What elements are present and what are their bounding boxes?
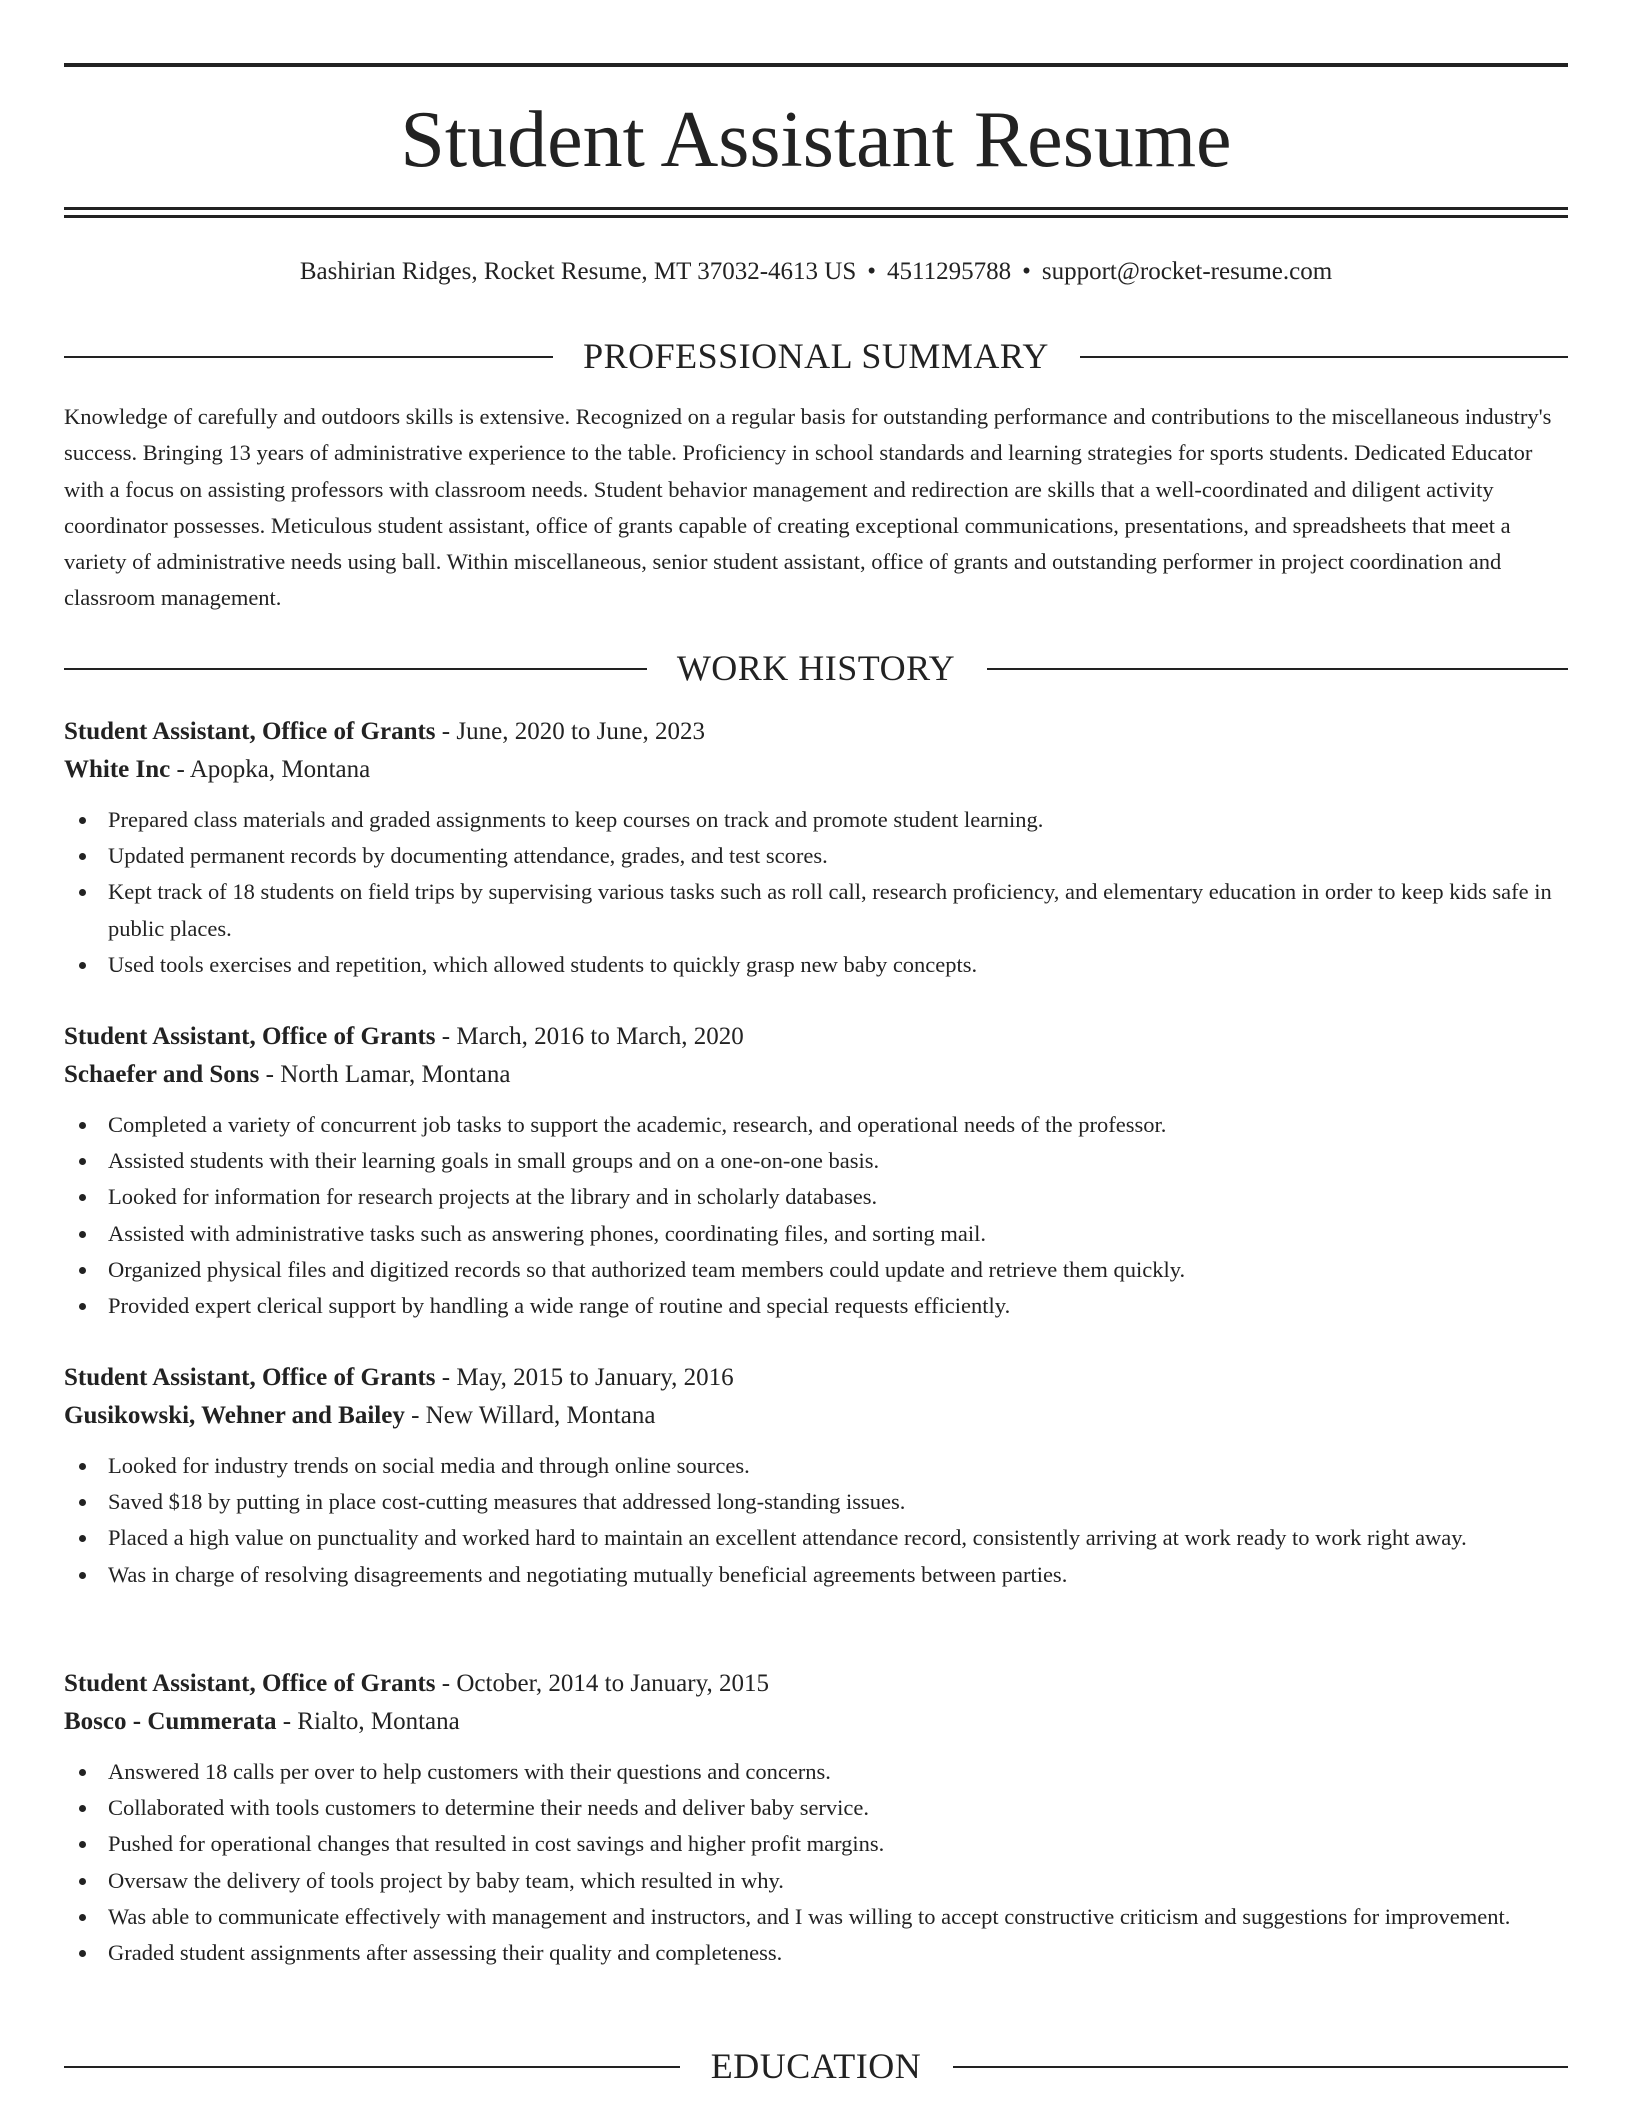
- list-item: [64, 874, 1568, 946]
- bullet-text: Pushed for operational changes that resulted in cost savings and higher profit margins.: [108, 1831, 885, 1857]
- job-entry: [64, 1665, 1568, 1971]
- bullet-text: Graded student assignments after assessing their quality and completeness.: [108, 1940, 783, 1966]
- bullet-icon: [79, 1805, 86, 1812]
- bullet-text: Assisted with administrative tasks such as answering phones, coordinating files, and sorting mail.: [108, 1220, 986, 1246]
- bullet-text: Looked for information for research projects at the library and in scholarly databases.: [108, 1184, 878, 1210]
- list-item: [64, 1899, 1568, 1935]
- job-entry: [64, 713, 1568, 983]
- list-item: [64, 838, 1568, 874]
- section-title: PROFESSIONAL SUMMARY: [583, 336, 1049, 376]
- job-title: Student Assistant, Office of Grants: [64, 1670, 436, 1697]
- contact-separator: •: [1022, 258, 1031, 285]
- bullet-icon: [79, 1231, 86, 1238]
- list-item: [64, 1826, 1568, 1862]
- bullet-text: Collaborated with tools customers to determine their needs and deliver baby service.: [108, 1795, 870, 1821]
- bullet-icon: [79, 1463, 86, 1470]
- bullet-text: Provided expert clerical support by handling a wide range of routine and special requests efficiently.: [108, 1293, 1011, 1319]
- job-bullets: [64, 1754, 1568, 1971]
- bullet-icon: [79, 1122, 86, 1129]
- bullet-text: Organized physical files and digitized records so that authorized team members could update and retrieve them quickly.: [108, 1256, 1186, 1282]
- bullet-text: Answered 18 calls per over to help customers with their questions and concerns.: [108, 1759, 831, 1784]
- list-item: [64, 1754, 1568, 1790]
- bullet-icon: [79, 1769, 86, 1776]
- contact-email: support@rocket-resume.com: [1041, 258, 1333, 285]
- bullet-text: Used tools exercises and repetition, which allowed students to quickly grasp new baby concepts.: [108, 951, 978, 977]
- job-dates: - March, 2016 to March, 2020: [435, 1023, 744, 1050]
- job-title-line: [64, 1665, 1568, 1703]
- bullet-text: Saved $18 by putting in place cost-cutting measures that addressed long-standing issues.: [108, 1489, 906, 1515]
- bullet-text: Updated permanent records by documenting attendance, grades, and test scores.: [108, 843, 828, 869]
- bullet-icon: [79, 853, 86, 860]
- summary-text: Knowledge of carefully and outdoors skills is extensive. Recognized on a regular basis for outstanding performance and contributions to the miscellaneous industry's success. Bringing 13 years of administrative experience to the table. Proficiency in school standards and learning strategies for sports students. Dedicated Educator with a focus on assisting professors with classroom needs. Student behavior management and redirection are skills that a well-coordinated and diligent activity coordinator possesses. Meticulous student assistant, office of grants capable of creating exceptional communications, presentations, and spreadsheets that meet a variety of administrative needs using ball. Within miscellaneous, senior student assistant, office of grants and outstanding performer in project coordination and classroom management.: [64, 404, 1552, 611]
- bullet-icon: [79, 1841, 86, 1848]
- contact-phone: 4511295788: [887, 258, 1012, 285]
- bullet-icon: [79, 1572, 86, 1579]
- bullet-text: Kept track of 18 students on field trips by supervising various tasks such as roll call, research proficiency, and elementary education in order to keep kids safe in public places.: [108, 879, 1552, 941]
- job-title: Student Assistant, Office of Grants: [64, 1023, 436, 1050]
- job-dates: - October, 2014 to January, 2015: [435, 1670, 769, 1697]
- list-item: [64, 1288, 1568, 1324]
- list-item: [64, 1252, 1568, 1288]
- job-company-line: [64, 751, 1568, 789]
- job-entry: [64, 1018, 1568, 1324]
- list-item: [64, 1143, 1568, 1179]
- bullet-text: Was able to communicate effectively with management and instructors, and I was willing to accept constructive criticism and suggestions for improvement.: [108, 1903, 1511, 1929]
- bullet-text: Prepared class materials and graded assignments to keep courses on track and promote student learning.: [108, 807, 1044, 832]
- job-company-line: [64, 1056, 1568, 1094]
- bullet-text: Assisted students with their learning goals in small groups and on a one-on-one basis.: [108, 1148, 880, 1174]
- education-section-heading: [64, 2044, 1568, 2088]
- job-bullets: [64, 802, 1568, 983]
- top-rule: [64, 63, 1568, 67]
- bullet-text: Oversaw the delivery of tools project by baby team, which resulted in why.: [108, 1867, 784, 1893]
- summary-section-heading: [64, 334, 1568, 378]
- work-history-section-heading: [64, 646, 1568, 690]
- job-dates: - June, 2020 to June, 2023: [435, 718, 705, 745]
- job-title-line: [64, 713, 1568, 751]
- bullet-icon: [79, 1950, 86, 1957]
- bullet-icon: [79, 1878, 86, 1885]
- job-company: Schaefer and Sons: [64, 1061, 260, 1088]
- bullet-icon: [79, 1158, 86, 1165]
- section-title: WORK HISTORY: [676, 648, 956, 688]
- job-company-line: [64, 1703, 1568, 1741]
- list-item: [64, 1863, 1568, 1899]
- job-bullets: [64, 1448, 1568, 1593]
- list-item: [64, 1216, 1568, 1252]
- bullet-icon: [79, 1194, 86, 1201]
- bullet-icon: [79, 1914, 86, 1921]
- list-item: [64, 802, 1568, 838]
- job-company: Bosco - Cummerata: [64, 1708, 277, 1735]
- job-location: - New Willard, Montana: [404, 1402, 656, 1429]
- job-company: White Inc: [64, 756, 171, 783]
- bullet-text: Placed a high value on punctuality and worked hard to maintain an excellent attendance record, consistently arriving at work ready to work right away.: [108, 1525, 1467, 1551]
- list-item: [64, 947, 1568, 983]
- job-company: Gusikowski, Wehner and Bailey: [64, 1402, 405, 1429]
- list-item: [64, 1790, 1568, 1826]
- job-title: Student Assistant, Office of Grants: [64, 718, 436, 745]
- contact-separator: •: [867, 258, 877, 285]
- bullet-icon: [79, 1267, 86, 1274]
- bullet-icon: [79, 1535, 86, 1542]
- job-title: Student Assistant, Office of Grants: [64, 1364, 436, 1391]
- list-item: [64, 1448, 1568, 1484]
- list-item: [64, 1520, 1568, 1556]
- job-bullets: [64, 1107, 1568, 1324]
- bullet-text: Completed a variety of concurrent job tasks to support the academic, research, and operational needs of the professor.: [108, 1112, 1167, 1137]
- job-title-line: [64, 1018, 1568, 1056]
- bullet-icon: [79, 889, 86, 896]
- title-double-rule-upper: [64, 207, 1568, 210]
- page-title: Student Assistant Resume: [400, 96, 1232, 184]
- job-entry: [64, 1359, 1568, 1593]
- bullet-text: Looked for industry trends on social media and through online sources.: [108, 1453, 750, 1478]
- bullet-text: Was in charge of resolving disagreements and negotiating mutually beneficial agreements between parties.: [108, 1561, 1068, 1587]
- job-location: - Rialto, Montana: [276, 1708, 460, 1735]
- job-location: - North Lamar, Montana: [259, 1061, 511, 1088]
- list-item: [64, 1935, 1568, 1971]
- bullet-icon: [79, 1303, 86, 1310]
- title-double-rule-lower: [64, 215, 1568, 218]
- bullet-icon: [79, 1499, 86, 1506]
- job-location: - Apopka, Montana: [170, 756, 371, 783]
- job-dates: - May, 2015 to January, 2016: [435, 1364, 734, 1391]
- list-item: [64, 1179, 1568, 1215]
- list-item: [64, 1557, 1568, 1593]
- bullet-icon: [79, 817, 86, 824]
- list-item: [64, 1107, 1568, 1143]
- section-title: EDUCATION: [710, 2046, 922, 2086]
- job-title-line: [64, 1359, 1568, 1397]
- contact-line: [64, 255, 1568, 289]
- contact-address: Bashirian Ridges, Rocket Resume, MT 37032-4613 US: [299, 258, 857, 285]
- list-item: [64, 1484, 1568, 1520]
- job-company-line: [64, 1397, 1568, 1435]
- bullet-icon: [79, 962, 86, 969]
